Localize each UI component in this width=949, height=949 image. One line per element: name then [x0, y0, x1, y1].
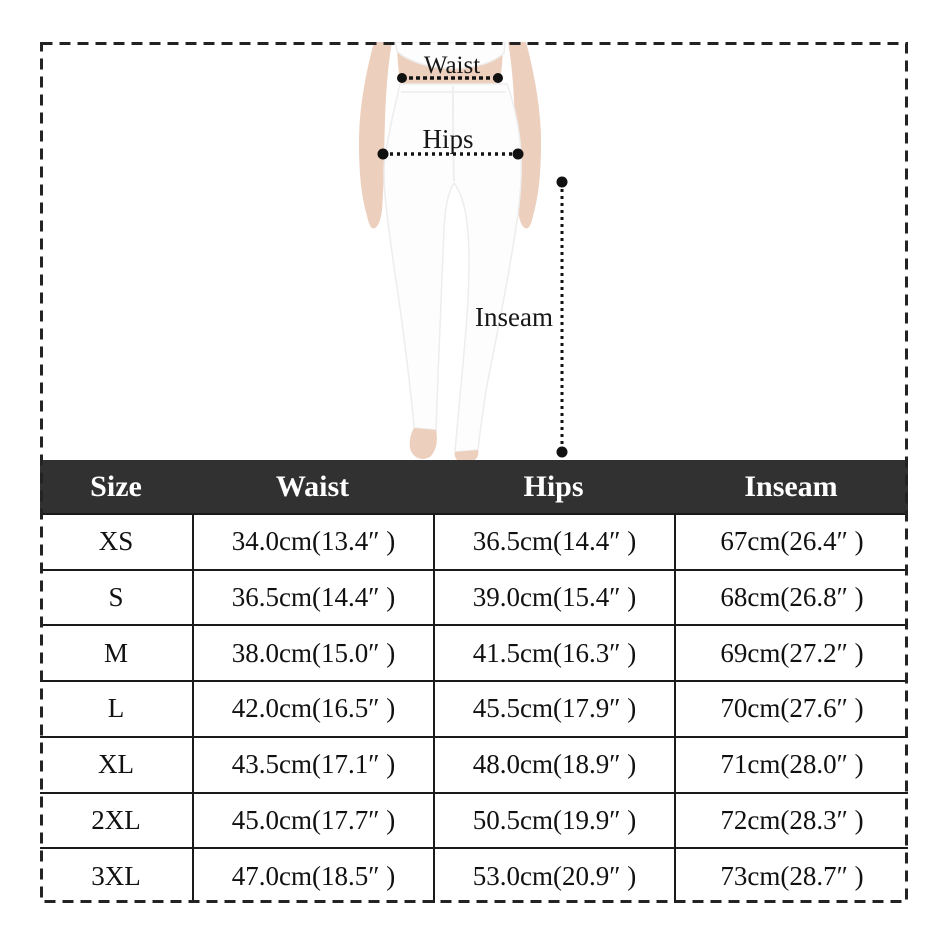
- waist-line-left-dot: [397, 73, 407, 83]
- table-cell-inseam: 69cm(27.2″ ): [674, 624, 908, 680]
- table-cell-size: XL: [40, 736, 192, 792]
- table-cell-waist: 45.0cm(17.7″ ): [192, 792, 433, 848]
- size-chart-table: [40, 460, 908, 903]
- table-cell-waist: 47.0cm(18.5″ ): [192, 847, 433, 903]
- table-cell-waist: 38.0cm(15.0″ ): [192, 624, 433, 680]
- model-left-foot: [410, 428, 437, 459]
- table-cell-size: M: [40, 624, 192, 680]
- inseam-line-top-dot: [557, 177, 568, 188]
- column-header-size: Size: [40, 460, 192, 513]
- column-header-waist: Waist: [192, 460, 433, 513]
- table-cell-size: XS: [40, 513, 192, 569]
- table-cell-size: 3XL: [40, 847, 192, 903]
- table-cell-hips: 48.0cm(18.9″ ): [433, 736, 674, 792]
- table-cell-size: L: [40, 680, 192, 736]
- hips-annotation-label: Hips: [422, 124, 474, 154]
- table-cell-waist: 43.5cm(17.1″ ): [192, 736, 433, 792]
- table-cell-hips: 36.5cm(14.4″ ): [433, 513, 674, 569]
- table-cell-size: 2XL: [40, 792, 192, 848]
- table-cell-hips: 41.5cm(16.3″ ): [433, 624, 674, 680]
- table-cell-hips: 50.5cm(19.9″ ): [433, 792, 674, 848]
- waist-line-right-dot: [493, 73, 503, 83]
- hips-line-left-dot: [378, 149, 389, 160]
- table-cell-inseam: 68cm(26.8″ ): [674, 569, 908, 625]
- table-cell-waist: 34.0cm(13.4″ ): [192, 513, 433, 569]
- inseam-line-bottom-dot: [557, 447, 568, 458]
- table-cell-inseam: 71cm(28.0″ ): [674, 736, 908, 792]
- table-cell-inseam: 67cm(26.4″ ): [674, 513, 908, 569]
- table-cell-hips: 39.0cm(15.4″ ): [433, 569, 674, 625]
- model-photo: [40, 42, 908, 460]
- table-cell-inseam: 70cm(27.6″ ): [674, 680, 908, 736]
- waist-annotation-label: Waist: [423, 52, 481, 79]
- table-cell-waist: 36.5cm(14.4″ ): [192, 569, 433, 625]
- column-header-inseam: Inseam: [674, 460, 908, 513]
- table-cell-hips: 53.0cm(20.9″ ): [433, 847, 674, 903]
- hips-line-right-dot: [513, 149, 524, 160]
- table-cell-size: S: [40, 569, 192, 625]
- table-cell-hips: 45.5cm(17.9″ ): [433, 680, 674, 736]
- model-figure-illustration: [40, 42, 908, 460]
- table-cell-waist: 42.0cm(16.5″ ): [192, 680, 433, 736]
- table-cell-inseam: 72cm(28.3″ ): [674, 792, 908, 848]
- table-cell-inseam: 73cm(28.7″ ): [674, 847, 908, 903]
- inseam-annotation-label: Inseam: [475, 302, 553, 332]
- column-header-hips: Hips: [433, 460, 674, 513]
